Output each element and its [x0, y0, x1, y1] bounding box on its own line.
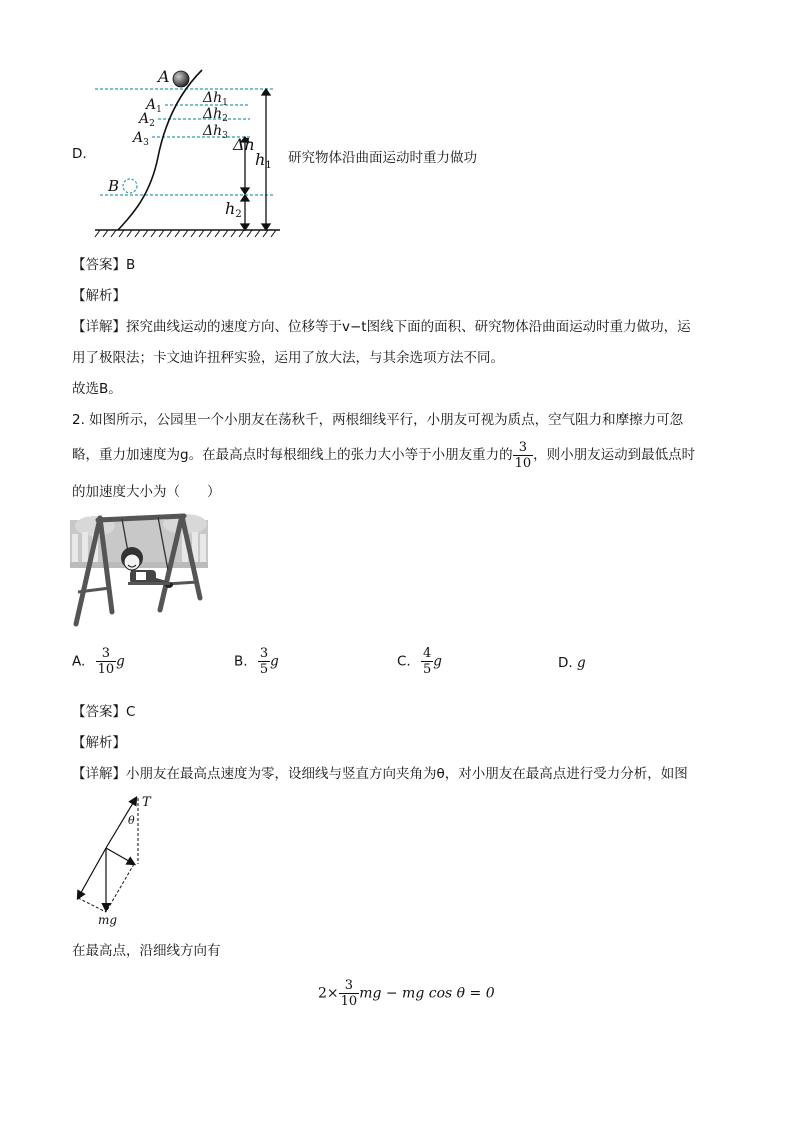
label-dh2: $\Delta h_2$: [203, 106, 228, 124]
label-h1: h1: [255, 150, 272, 171]
option-d2-text: g: [576, 655, 586, 671]
label-mg: mg: [98, 913, 118, 927]
q2-line-2-post: ，则小朋友运动到最低点时: [533, 447, 696, 463]
detail-line-1: [72, 317, 691, 337]
ground-hatch: [95, 230, 276, 237]
option-c-label: C.: [397, 653, 411, 670]
option-b-fraction: $\frac{3}{5}$: [259, 646, 269, 677]
q2-line-2: [72, 438, 695, 472]
option-a[interactable]: [72, 646, 125, 677]
ball-b: [123, 179, 137, 193]
label-a2: $A_2$: [139, 111, 155, 129]
option-d-text: 研究物体沿曲面运动时重力做功: [288, 150, 477, 166]
detail-text: 探究曲线运动的速度方向、位移等于v−t图线下面的面积、研究物体沿曲面运动时重力做功，运: [126, 319, 691, 335]
perpendicular-component: [106, 848, 134, 864]
label-dh3: $\Delta h_3$: [203, 123, 228, 141]
analysis-tag-1: 【解析】: [72, 288, 126, 304]
label-a3: $A_3$: [133, 130, 149, 148]
option-a-label: A.: [72, 653, 86, 670]
highest-point-line: 在最高点，沿细线方向有: [72, 943, 221, 959]
equation-fraction: $\frac{3}{10}$: [340, 978, 358, 1009]
force-diagram: [70, 790, 160, 930]
detail-line-2: 用了极限法；卡文迪许扭秤实验，运用了放大法，与其余选项方法不同。: [72, 350, 504, 366]
label-h2: h2: [225, 199, 242, 220]
q2-line-1: 2. 如图所示，公园里一个小朋友在荡秋千，两根细线平行，小朋友可视为质点，空气阻力和摩擦力可忽: [72, 412, 684, 428]
q2-detail-line: [72, 764, 688, 784]
option-c-suffix: g: [433, 653, 442, 670]
option-c-fraction: $\frac{4}{5}$: [423, 646, 432, 677]
q2-answer-value: C: [126, 704, 136, 720]
q2-answer-tag: 【答案】: [72, 704, 126, 720]
label-dh: Δh: [233, 135, 255, 154]
q2-detail-text: 小朋友在最高点速度为零，设细线与竖直方向夹角为θ，对小朋友在最高点进行受力分析，如图: [126, 766, 688, 782]
label-a: A: [158, 67, 170, 86]
ball-a: [173, 71, 189, 87]
label-dh1: $\Delta h_1$: [203, 90, 228, 108]
q2-analysis-tag: 【解析】: [72, 735, 126, 751]
label-theta: θ: [128, 814, 135, 827]
answer-line-1: [72, 255, 135, 275]
q2-answer-line: [72, 702, 135, 722]
label-t: T: [142, 795, 151, 810]
label-b: B: [108, 177, 120, 195]
q2-line-3: 的加速度大小为（ ）: [72, 484, 221, 500]
answer-value: B: [126, 257, 136, 273]
option-d-label: D.: [72, 146, 87, 162]
option-d2-label: D.: [558, 655, 573, 671]
curve-work-figure: [90, 62, 290, 244]
option-c[interactable]: [397, 646, 442, 677]
q2-line-2-pre: 略，重力加速度为g。在最高点时每根细线上的张力大小等于小朋友重力的: [72, 447, 513, 463]
conclusion-line: 故选B。: [72, 381, 122, 397]
option-a-fraction: $\frac{3}{10}$: [97, 646, 115, 677]
curved-surface: [118, 70, 202, 230]
q2-detail-tag: 【详解】: [72, 766, 126, 782]
label-a1: $A_1$: [146, 97, 162, 115]
option-b-suffix: g: [270, 653, 279, 670]
option-d[interactable]: [558, 655, 586, 671]
equation: 2× $\frac{3}{10}$ mg − mg cos θ = 0: [318, 978, 495, 1009]
option-b-label: B.: [234, 653, 248, 670]
q2-fraction: $\frac{3}{10}$: [514, 439, 532, 471]
option-b[interactable]: [234, 646, 279, 677]
detail-tag: 【详解】: [72, 319, 126, 335]
swing-illustration: [70, 512, 208, 630]
gravity-vector: [78, 848, 106, 898]
answer-tag: 【答案】: [72, 257, 126, 273]
option-a-suffix: g: [116, 653, 125, 670]
